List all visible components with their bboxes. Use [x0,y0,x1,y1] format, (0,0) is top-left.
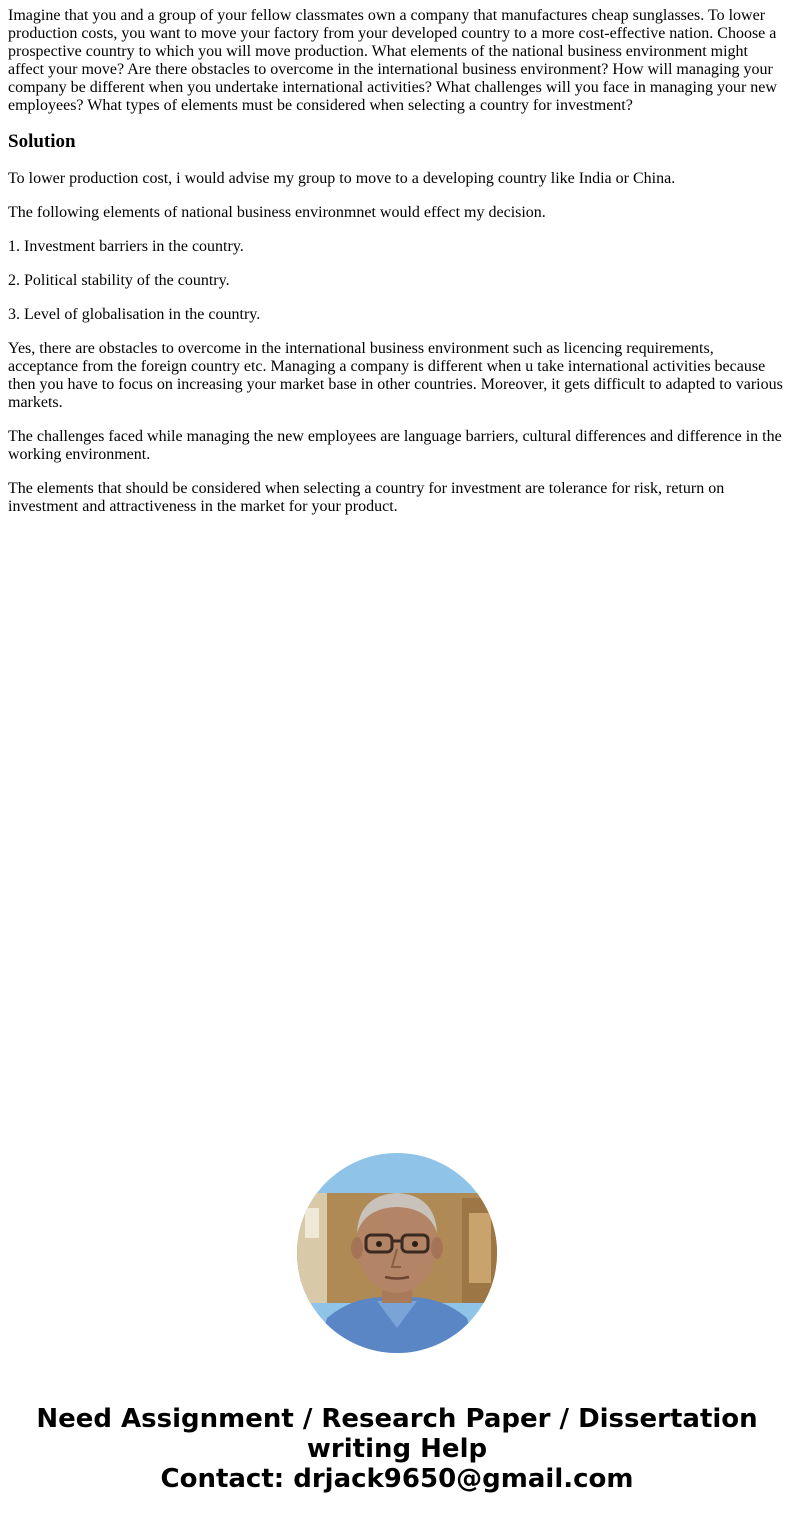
answer-paragraph: The following elements of national business environmnet would effect my decision. [8,204,546,221]
author-portrait [297,1153,497,1353]
promo-contact: Contact: drjack9650@gmail.com [160,1464,634,1494]
author-photo [297,1153,497,1353]
answer-paragraph: The elements that should be considered when selecting a country for investment are tolerance for risk, return on investment and attractiveness in the market for your product. [8,480,725,515]
solution-heading: Solution [8,131,76,152]
article [8,7,786,532]
answer-paragraph: To lower production cost, i would advise my group to move to a developing country like India or China. [8,170,676,187]
answer-list-item: 2. Political stability of the country. [8,272,230,289]
answer-list-item: 1. Investment barriers in the country. [8,238,244,255]
answer-paragraph: Yes, there are obstacles to overcome in the international business environment such as licencing requirements, acceptance from the foreign country etc. Managing a company is different when u take international activities because then you have to focus on increasing your market base in other countries. Moreover, it gets difficult to adapted to various markets. [8,340,783,411]
promo-banner [0,1404,794,1494]
promo-line: writing Help [306,1434,488,1464]
answer-paragraph: The challenges faced while managing the new employees are language barriers, cultural differences and difference in the working environment. [8,428,782,463]
answer-list-item: 3. Level of globalisation in the country. [8,306,261,323]
promo-line: Need Assignment / Research Paper / Dissertation [36,1404,758,1434]
question-text: Imagine that you and a group of your fellow classmates own a company that manufactures cheap sunglasses. To lower production costs, you want to move your factory from your developed country to a more cost-effective nation. Choose a prospective country to which you will move production. What elements of the national business environment might affect your move? Are there obstacles to overcome in the international business environment? How will managing your company be different when you undertake international activities? What challenges will you face in managing your new employees? What types of elements must be considered when selecting a country for investment? [8,7,777,114]
